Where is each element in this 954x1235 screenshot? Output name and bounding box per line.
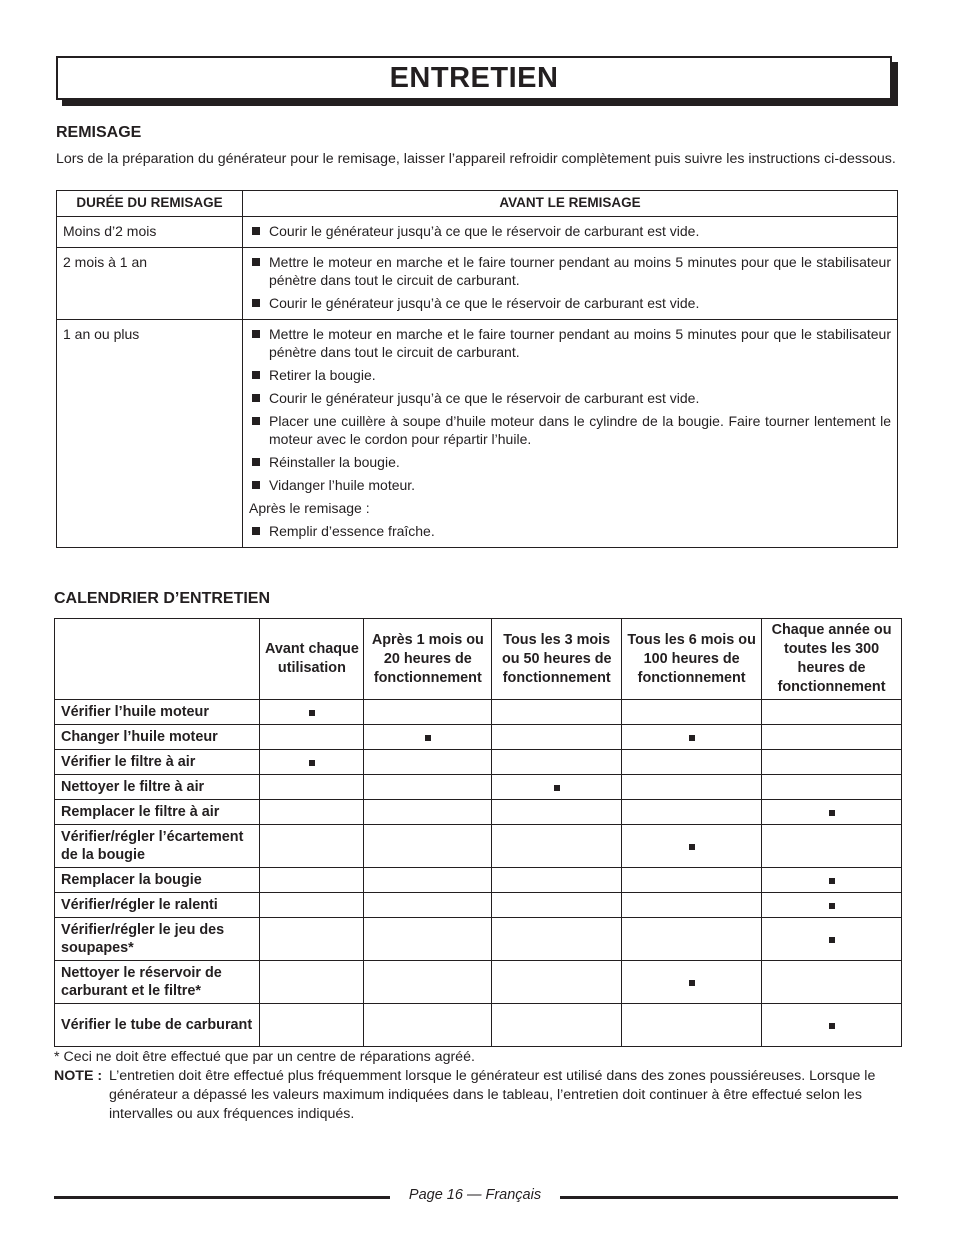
- schedule-task: Vérifier l’huile moteur: [55, 700, 260, 725]
- schedule-row: [55, 961, 902, 1004]
- calendrier-heading: CALENDRIER D’ENTRETIEN: [54, 590, 271, 607]
- bullet-text: Placer une cuillère à soupe d’huile moteur dans le cylindre de la bougie. Faire tourner lentement le moteur avec le cordon pour répartir l’huile.: [269, 413, 891, 447]
- bullet-text: Vidanger l’huile moteur.: [269, 477, 416, 493]
- bullet-item: [249, 222, 891, 240]
- check-mark-icon: [689, 844, 695, 850]
- schedule-row: [55, 750, 902, 775]
- schedule-cell: [364, 1004, 492, 1047]
- storage-actions: [243, 320, 898, 548]
- storage-duration: 2 mois à 1 an: [57, 248, 243, 320]
- after-storage-label: Après le remisage :: [249, 500, 370, 516]
- schedule-cell: [762, 893, 902, 918]
- schedule-cell: [364, 893, 492, 918]
- bullet-square-icon: [249, 325, 269, 361]
- schedule-cell: [260, 893, 364, 918]
- bullet-item: [249, 453, 891, 471]
- schedule-cell: [762, 918, 902, 961]
- schedule-task: Vérifier le tube de carburant: [55, 1004, 260, 1047]
- storage-actions: [243, 217, 898, 248]
- page-title: ENTRETIEN: [56, 56, 892, 100]
- bullet-square-icon: [249, 412, 269, 448]
- footer-rule-right: [560, 1196, 898, 1199]
- schedule-cell: [364, 825, 492, 868]
- bullet-item: [249, 389, 891, 407]
- schedule-column-header: Avant chaque utilisation: [260, 619, 364, 700]
- storage-row: [57, 320, 898, 548]
- schedule-cell: [260, 725, 364, 750]
- note-text: L’entretien doit être effectué plus fréquemment lorsque le générateur est utilisé dans des zones poussiéreuses. Lorsque le générateur a dépassé les valeurs maximum indiquées dans le tableau, l’entretien doit continuer à être effectué selon les intervalles ou aux fréquences indiqués.: [109, 1068, 876, 1122]
- schedule-cell: [762, 800, 902, 825]
- schedule-cell: [260, 750, 364, 775]
- schedule-cell: [364, 918, 492, 961]
- bullet-square-icon: [249, 294, 269, 312]
- schedule-cell: [762, 1004, 902, 1047]
- bullet-text: Remplir d’essence fraîche.: [269, 523, 435, 539]
- bullet-item: [249, 412, 891, 448]
- schedule-cell: [762, 868, 902, 893]
- schedule-cell: [622, 775, 762, 800]
- check-mark-icon: [309, 760, 315, 766]
- bullet-item: [249, 294, 891, 312]
- schedule-cell: [622, 893, 762, 918]
- schedule-cell: [364, 750, 492, 775]
- schedule-cell: [492, 750, 622, 775]
- schedule-cell: [762, 825, 902, 868]
- bullet-square-icon: [249, 366, 269, 384]
- schedule-cell: [492, 893, 622, 918]
- bullet-text: Réinstaller la bougie.: [269, 454, 400, 470]
- page-title-banner: [56, 56, 898, 106]
- bullet-text: Mettre le moteur en marche et le faire tourner pendant au moins 5 minutes pour que le stabilisateur pénètre dans tout le circuit de carburant.: [269, 326, 891, 360]
- bullet-text: Retirer la bougie.: [269, 367, 376, 383]
- schedule-row: [55, 800, 902, 825]
- schedule-cell: [260, 918, 364, 961]
- check-mark-icon: [689, 735, 695, 741]
- schedule-cell: [260, 775, 364, 800]
- schedule-row: [55, 775, 902, 800]
- storage-col-before: AVANT LE REMISAGE: [243, 191, 898, 217]
- storage-duration: 1 an ou plus: [57, 320, 243, 548]
- schedule-task: Remplacer le filtre à air: [55, 800, 260, 825]
- storage-row: [57, 248, 898, 320]
- schedule-row: [55, 700, 902, 725]
- schedule-row: [55, 725, 902, 750]
- schedule-cell: [762, 725, 902, 750]
- check-mark-icon: [829, 878, 835, 884]
- bullet-square-icon: [249, 253, 269, 289]
- schedule-cell: [492, 868, 622, 893]
- schedule-row: [55, 918, 902, 961]
- bullet-square-icon: [249, 389, 269, 407]
- schedule-column-header: Tous les 6 mois ou 100 heures de fonctionnement: [622, 619, 762, 700]
- schedule-cell: [260, 825, 364, 868]
- schedule-cell: [762, 750, 902, 775]
- check-mark-icon: [689, 980, 695, 986]
- schedule-column-header: Tous les 3 mois ou 50 heures de fonctionnement: [492, 619, 622, 700]
- schedule-cell: [622, 800, 762, 825]
- schedule-row: [55, 868, 902, 893]
- storage-row: [57, 217, 898, 248]
- schedule-cell: [492, 775, 622, 800]
- note-label: NOTE :: [54, 1068, 103, 1084]
- schedule-cell: [364, 700, 492, 725]
- maintenance-schedule-table: [54, 618, 902, 1047]
- schedule-task: Vérifier le filtre à air: [55, 750, 260, 775]
- schedule-column-header: Chaque année ou toutes les 300 heures de fonctionnement: [762, 619, 902, 700]
- schedule-task: Vérifier/régler l’écartement de la bougie: [55, 825, 260, 868]
- storage-actions: [243, 248, 898, 320]
- storage-table: [56, 190, 898, 548]
- footer-rule-left: [54, 1196, 390, 1199]
- remisage-heading: REMISAGE: [56, 124, 142, 141]
- schedule-cell: [492, 961, 622, 1004]
- schedule-cell: [492, 700, 622, 725]
- schedule-task: Changer l’huile moteur: [55, 725, 260, 750]
- remisage-intro: Lors de la préparation du générateur pour le remisage, laisser l’appareil refroidir complètement puis suivre les instructions ci-dessous.: [56, 151, 896, 167]
- page-footer: Page 16 — Français: [408, 1187, 542, 1203]
- schedule-row: [55, 893, 902, 918]
- schedule-cell: [622, 961, 762, 1004]
- schedule-corner-cell: [55, 619, 260, 700]
- schedule-task: Vérifier/régler le ralenti: [55, 893, 260, 918]
- bullet-square-icon: [249, 476, 269, 494]
- bullet-square-icon: [249, 522, 269, 540]
- bullet-square-icon: [249, 222, 269, 240]
- schedule-cell: [622, 1004, 762, 1047]
- bullet-text: Courir le générateur jusqu’à ce que le réservoir de carburant est vide.: [269, 295, 700, 311]
- schedule-cell: [492, 825, 622, 868]
- schedule-cell: [260, 800, 364, 825]
- check-mark-icon: [829, 937, 835, 943]
- note: [54, 1067, 904, 1124]
- bullet-item: [249, 325, 891, 361]
- schedule-cell: [364, 800, 492, 825]
- schedule-row: [55, 1004, 902, 1047]
- schedule-column-header: Après 1 mois ou 20 heures de fonctionnement: [364, 619, 492, 700]
- bullet-text: Mettre le moteur en marche et le faire tourner pendant au moins 5 minutes pour que le stabilisateur pénètre dans tout le circuit de carburant.: [269, 254, 891, 288]
- check-mark-icon: [554, 785, 560, 791]
- schedule-task: Remplacer la bougie: [55, 868, 260, 893]
- bullet-item: [249, 366, 891, 384]
- bullet-item: [249, 476, 891, 494]
- schedule-cell: [492, 1004, 622, 1047]
- schedule-task: Nettoyer le réservoir de carburant et le filtre*: [55, 961, 260, 1004]
- schedule-cell: [622, 825, 762, 868]
- schedule-cell: [492, 725, 622, 750]
- schedule-cell: [492, 918, 622, 961]
- storage-duration: Moins d’2 mois: [57, 217, 243, 248]
- schedule-cell: [260, 868, 364, 893]
- footnote: * Ceci ne doit être effectué que par un centre de réparations agréé.: [54, 1049, 475, 1065]
- schedule-cell: [364, 868, 492, 893]
- schedule-cell: [622, 700, 762, 725]
- schedule-cell: [762, 775, 902, 800]
- schedule-cell: [364, 775, 492, 800]
- schedule-row: [55, 825, 902, 868]
- bullet-text: Courir le générateur jusqu’à ce que le réservoir de carburant est vide.: [269, 223, 700, 239]
- footnotes: [54, 1048, 904, 1124]
- bullet-item: [249, 522, 891, 540]
- check-mark-icon: [829, 810, 835, 816]
- schedule-cell: [762, 961, 902, 1004]
- schedule-cell: [622, 725, 762, 750]
- storage-col-duration: DURÉE DU REMISAGE: [57, 191, 243, 217]
- check-mark-icon: [425, 735, 431, 741]
- schedule-cell: [364, 961, 492, 1004]
- check-mark-icon: [829, 903, 835, 909]
- schedule-cell: [622, 918, 762, 961]
- schedule-cell: [260, 700, 364, 725]
- bullet-item: [249, 253, 891, 289]
- schedule-cell: [364, 725, 492, 750]
- schedule-cell: [492, 800, 622, 825]
- schedule-cell: [762, 700, 902, 725]
- schedule-cell: [622, 750, 762, 775]
- schedule-cell: [260, 1004, 364, 1047]
- check-mark-icon: [309, 710, 315, 716]
- schedule-cell: [260, 961, 364, 1004]
- check-mark-icon: [829, 1023, 835, 1029]
- bullet-text: Courir le générateur jusqu’à ce que le réservoir de carburant est vide.: [269, 390, 700, 406]
- schedule-task: Vérifier/régler le jeu des soupapes*: [55, 918, 260, 961]
- schedule-cell: [622, 868, 762, 893]
- schedule-task: Nettoyer le filtre à air: [55, 775, 260, 800]
- bullet-square-icon: [249, 453, 269, 471]
